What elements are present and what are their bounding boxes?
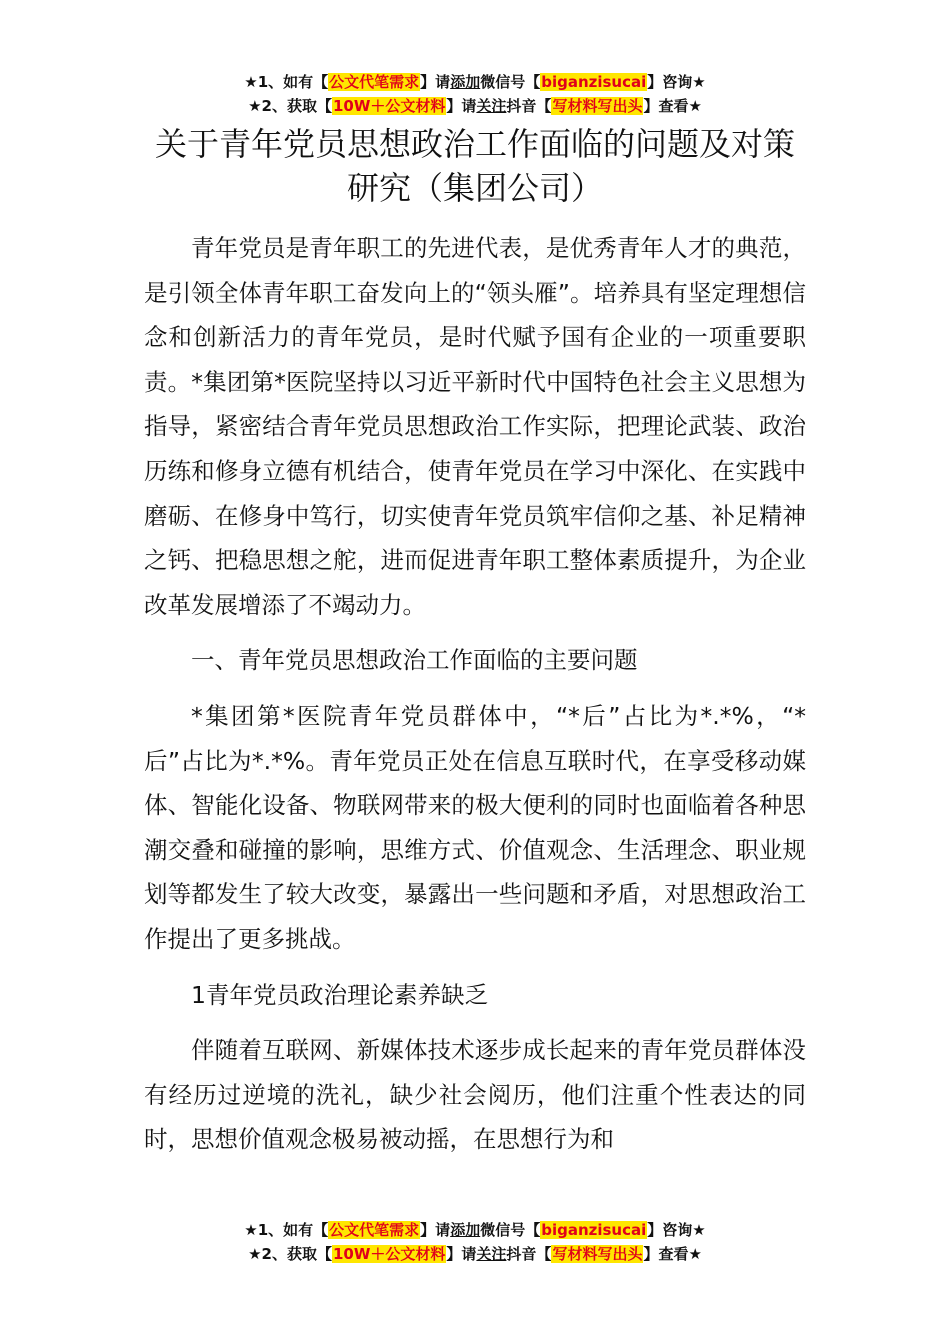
promo-text: 】请 — [420, 73, 451, 91]
promo-highlight: 10W＋公文材料 — [332, 1245, 446, 1263]
promo-emphasis: 添加 — [450, 1221, 481, 1239]
promo-line-2 — [0, 94, 950, 118]
wechat-id-highlight: biganzisucai — [541, 1221, 647, 1239]
promo-text: ★1、如有【 — [244, 1221, 329, 1239]
subsection-heading: 1青年党员政治理论素养缺乏 — [191, 980, 488, 1009]
douyin-id-highlight: 写材料写出头 — [552, 97, 643, 115]
promo-emphasis: 关注 — [476, 97, 507, 115]
promo-highlight: 公文代笔需求 — [329, 1221, 420, 1239]
promo-line-2 — [0, 1242, 950, 1266]
wechat-id-highlight: biganzisucai — [541, 73, 647, 91]
promo-text: 】咨询★ — [647, 73, 706, 91]
body-paragraph: 伴随着互联网、新媒体技术逐步成长起来的青年党员群体没有经历过逆境的洗礼，缺少社会阅历，他们注重个性表达的同时，思想价值观念极易被动摇，在思想行为和 — [144, 1036, 806, 1154]
promo-emphasis: 添加 — [450, 73, 481, 91]
document-title: 关于青年党员思想政治工作面临的问题及对策研究（集团公司） — [154, 125, 795, 207]
promo-text: 】咨询★ — [647, 1221, 706, 1239]
body-paragraph: *集团第*医院青年党员群体中，“*后”占比为*.*%，“*后”占比为*.*%。青年党员正处在信息互联时代，在享受移动媒体、智能化设备、物联网带来的极大便利的同时也面临着各种思潮交叠和碰撞的影响，思维方式、价值观念、生活理念、职业规划等都发生了较大改变，暴露出一些问题和矛盾，对思想政治工作提出了更多挑战。 — [144, 701, 806, 953]
promo-text: ★2、获取【 — [248, 97, 332, 115]
promo-text: 】请 — [420, 1221, 451, 1239]
body-paragraph: 青年党员是青年职工的先进代表，是优秀青年人才的典范，是引领全体青年职工奋发向上的“领头雁”。培养具有坚定理想信念和创新活力的青年党员，是时代赋予国有企业的一项重要职责。*集团第*医院坚持以习近平新时代中国特色社会主义思想为指导，紧密结合青年党员思想政治工作实际，把理论武装、政治历练和修身立德有机结合，使青年党员在学习中深化、在实践中磨砺、在修身中笃行，切实使青年党员筑牢信仰之基、补足精神之钙、把稳思想之舵，进而促进青年职工整体素质提升，为企业改革发展增添了不竭动力。 — [144, 234, 806, 619]
promo-text: 】请 — [446, 97, 477, 115]
promo-notice-bottom — [0, 1218, 950, 1266]
promo-emphasis: 关注 — [476, 1245, 507, 1263]
promo-line-1 — [0, 1218, 950, 1242]
promo-line-1 — [0, 70, 950, 94]
promo-highlight: 10W＋公文材料 — [332, 97, 446, 115]
promo-text: ★2、获取【 — [248, 1245, 332, 1263]
promo-text: 】请 — [446, 1245, 477, 1263]
douyin-id-highlight: 写材料写出头 — [552, 1245, 643, 1263]
promo-text: 抖音【 — [506, 97, 552, 115]
promo-notice-top — [0, 70, 950, 118]
document-body — [144, 226, 806, 1162]
promo-text: ★1、如有【 — [244, 73, 329, 91]
promo-text: 微信号【 — [480, 73, 541, 91]
promo-text: 】查看★ — [643, 1245, 702, 1263]
promo-highlight: 公文代笔需求 — [329, 73, 420, 91]
promo-text: 】查看★ — [643, 97, 702, 115]
section-heading: 一、青年党员思想政治工作面临的主要问题 — [191, 646, 638, 675]
promo-text: 微信号【 — [480, 1221, 541, 1239]
promo-text: 抖音【 — [506, 1245, 552, 1263]
